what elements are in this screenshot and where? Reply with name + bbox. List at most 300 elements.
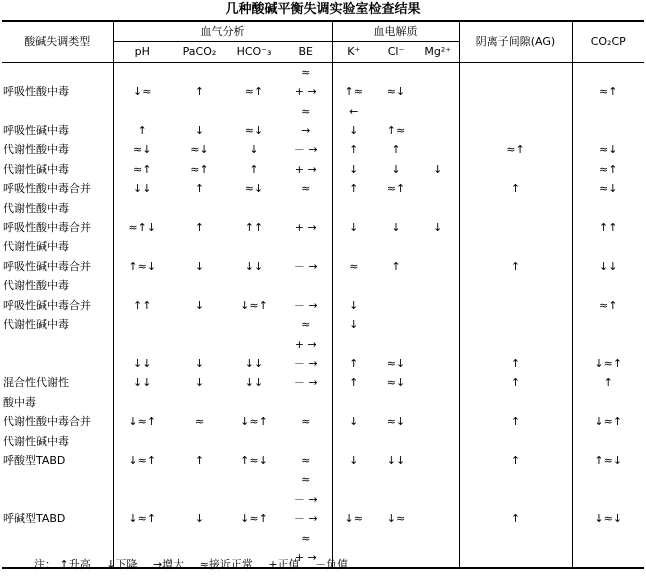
row-type-cell xyxy=(2,470,113,489)
value-cell xyxy=(113,393,171,412)
value-cell: ↑ xyxy=(391,143,401,157)
header-k: K⁺ xyxy=(332,42,375,62)
value-cell xyxy=(228,315,280,334)
value-cell: ↑↑ xyxy=(572,218,644,237)
value-cell xyxy=(113,199,171,218)
value-cell xyxy=(228,276,280,295)
value-cell xyxy=(459,82,572,101)
value-cell xyxy=(332,199,375,218)
value-cell xyxy=(417,82,459,101)
table-row xyxy=(2,373,644,392)
value-cell: ↓≈ xyxy=(113,82,171,101)
value-cell xyxy=(375,529,417,548)
value-cell: ↑ xyxy=(332,140,375,159)
value-cell: ↓≈↑ xyxy=(572,354,644,373)
value-cell: ↑ xyxy=(459,451,572,470)
table-row xyxy=(2,393,644,412)
value-cell xyxy=(459,237,572,256)
value-cell xyxy=(332,62,375,82)
value-cell: ≈↓ xyxy=(386,415,406,429)
header-hco3: HCO⁻₃ xyxy=(228,42,280,62)
value-cell xyxy=(332,432,375,451)
value-cell: ↑≈ xyxy=(332,82,375,101)
row-type-cell: 呼吸性碱中毒合并 xyxy=(3,298,91,312)
table-row xyxy=(2,315,644,334)
value-cell xyxy=(228,393,280,412)
value-cell xyxy=(417,62,459,82)
value-cell xyxy=(280,393,332,412)
value-cell: ≈↓ xyxy=(386,356,406,370)
value-cell: － → xyxy=(293,143,318,157)
value-cell: ↑ xyxy=(249,162,259,176)
table-row xyxy=(2,490,644,509)
header-blood-gas: 血气分析 xyxy=(113,21,332,42)
value-cell: ↑↑ xyxy=(244,221,264,235)
value-cell xyxy=(113,335,171,354)
value-cell xyxy=(171,529,228,548)
value-cell: ↓↓ xyxy=(244,356,264,370)
value-cell xyxy=(171,335,228,354)
table-row xyxy=(2,62,644,82)
legend-item: +正值 xyxy=(268,558,300,571)
value-cell xyxy=(332,276,375,295)
value-cell: － → xyxy=(293,356,318,370)
value-cell: ≈↓ xyxy=(244,124,264,138)
value-cell xyxy=(375,237,417,256)
value-cell xyxy=(459,490,572,509)
value-cell: ≈ xyxy=(301,473,311,487)
value-cell: － → xyxy=(293,492,318,506)
value-cell xyxy=(459,102,572,121)
value-cell xyxy=(459,121,572,140)
value-cell xyxy=(228,335,280,354)
value-cell xyxy=(572,237,644,256)
value-cell: ≈↓ xyxy=(244,182,264,196)
value-cell xyxy=(417,490,459,509)
value-cell: － → xyxy=(293,512,318,526)
value-cell xyxy=(171,470,228,489)
value-cell xyxy=(171,62,228,82)
value-cell xyxy=(572,199,644,218)
value-cell: ↓ xyxy=(391,162,401,176)
value-cell: ≈↓ xyxy=(386,85,406,99)
value-cell: ↑ xyxy=(194,453,205,467)
header-co2cp: CO₂CP xyxy=(572,21,644,62)
table-row xyxy=(2,529,644,548)
value-cell: ↓↓ xyxy=(386,453,406,467)
value-cell: + → xyxy=(280,548,332,568)
value-cell xyxy=(113,432,171,451)
value-cell xyxy=(572,315,644,334)
value-cell xyxy=(332,335,375,354)
value-cell xyxy=(113,237,171,256)
value-cell xyxy=(459,393,572,412)
table-row xyxy=(2,218,644,237)
header-be: BE xyxy=(280,42,332,62)
value-cell: ↓ xyxy=(332,315,375,334)
value-cell: ↓ xyxy=(332,412,375,431)
value-cell xyxy=(417,354,459,373)
value-cell: ↓≈↑ xyxy=(240,298,268,312)
value-cell xyxy=(572,470,644,489)
value-cell xyxy=(280,276,332,295)
value-cell: ≈↑ xyxy=(190,162,209,176)
table-row xyxy=(2,237,644,256)
value-cell: ≈ xyxy=(194,415,205,429)
value-cell xyxy=(113,490,171,509)
value-cell xyxy=(417,451,459,470)
row-type-cell: 代谢性碱中毒 xyxy=(3,434,69,448)
value-cell xyxy=(417,509,459,528)
value-cell: + → xyxy=(294,162,317,176)
value-cell xyxy=(459,335,572,354)
value-cell: ↑ xyxy=(459,412,572,431)
value-cell xyxy=(459,529,572,548)
table-row xyxy=(2,470,644,489)
value-cell xyxy=(417,296,459,315)
value-cell: ≈↑ xyxy=(572,160,644,179)
value-cell xyxy=(459,315,572,334)
header-mg: Mg²⁺ xyxy=(417,42,459,62)
row-type-cell xyxy=(2,102,113,121)
value-cell xyxy=(375,102,417,121)
legend-item: ≈接近正常 xyxy=(199,558,253,571)
value-cell: ≈↓ xyxy=(572,179,644,198)
value-cell: ↓≈↑ xyxy=(240,512,268,526)
value-cell: ↓ xyxy=(194,512,205,526)
value-cell xyxy=(572,62,644,82)
value-cell xyxy=(375,315,417,334)
value-cell xyxy=(572,529,644,548)
value-cell: ↑ xyxy=(459,257,572,276)
value-cell: ≈↑ xyxy=(244,85,264,99)
value-cell xyxy=(375,393,417,412)
row-type-cell xyxy=(2,529,113,548)
value-cell xyxy=(459,296,572,315)
header-electrolyte: 血电解质 xyxy=(332,21,459,42)
value-cell xyxy=(572,393,644,412)
value-cell: ≈↑ xyxy=(572,82,644,101)
value-cell xyxy=(113,102,171,121)
value-cell xyxy=(228,102,280,121)
value-cell xyxy=(113,62,171,82)
value-cell: ≈ xyxy=(301,415,311,429)
value-cell: ≈↓ xyxy=(190,143,209,157)
value-cell xyxy=(228,432,280,451)
value-cell: ↓ xyxy=(433,221,443,235)
row-type-cell: 呼吸性碱中毒 xyxy=(3,124,69,138)
row-type-cell: 呼吸性碱中毒合并 xyxy=(3,259,91,273)
table-row xyxy=(2,199,644,218)
legend-item: ↑升高 xyxy=(59,558,91,571)
value-cell xyxy=(417,140,459,159)
value-cell xyxy=(228,199,280,218)
value-cell xyxy=(417,237,459,256)
value-cell xyxy=(375,432,417,451)
value-cell xyxy=(171,102,228,121)
value-cell xyxy=(228,470,280,489)
value-cell xyxy=(572,490,644,509)
value-cell xyxy=(375,199,417,218)
value-cell: ↑ xyxy=(332,373,375,392)
value-cell: + → xyxy=(294,221,317,235)
value-cell xyxy=(459,470,572,489)
header-anion-gap: 阴离子间隙(AG) xyxy=(459,21,572,62)
legend-item: →增大 xyxy=(152,558,185,571)
value-cell: ↓ xyxy=(194,298,205,312)
value-cell: ≈↑ xyxy=(459,140,572,159)
value-cell: ↑ xyxy=(194,182,205,196)
value-cell xyxy=(417,276,459,295)
value-cell xyxy=(171,490,228,509)
value-cell: ↓≈↑ xyxy=(113,451,171,470)
row-type-cell xyxy=(2,335,113,354)
value-cell: ↓ xyxy=(433,162,443,176)
value-cell: ↑ xyxy=(459,354,572,373)
value-cell xyxy=(171,393,228,412)
value-cell: ↓ xyxy=(391,221,401,235)
value-cell xyxy=(171,276,228,295)
value-cell: ↓ xyxy=(332,296,375,315)
value-cell: ↑ xyxy=(459,509,572,528)
row-type-cell xyxy=(2,490,113,509)
value-cell xyxy=(417,412,459,431)
value-cell: ≈ xyxy=(301,65,311,79)
value-cell: → xyxy=(301,124,311,138)
value-cell xyxy=(417,373,459,392)
value-cell: ↓↓ xyxy=(113,179,171,198)
value-cell: ↓≈ xyxy=(386,512,406,526)
legend-item: ↓下降 xyxy=(106,558,138,571)
header-cl: Cl⁻ xyxy=(375,42,417,62)
value-cell: ↑ xyxy=(572,373,644,392)
value-cell: ≈↑ xyxy=(572,296,644,315)
header-type: 酸碱失调类型 xyxy=(2,21,113,62)
value-cell: ↑≈ xyxy=(386,124,406,138)
value-cell xyxy=(459,432,572,451)
value-cell: ↓ xyxy=(332,451,375,470)
table-row xyxy=(2,412,644,431)
value-cell xyxy=(332,490,375,509)
header-paco2: PaCO₂ xyxy=(171,42,228,62)
value-cell xyxy=(417,529,459,548)
table-row xyxy=(2,354,644,373)
value-cell xyxy=(375,470,417,489)
value-cell: ≈↓ xyxy=(113,140,171,159)
value-cell xyxy=(417,199,459,218)
value-cell: ↓≈↑ xyxy=(113,412,171,431)
value-cell: ≈↑ xyxy=(386,182,406,196)
value-cell: ↓≈↑ xyxy=(240,415,268,429)
row-type-cell: 代谢性碱中毒 xyxy=(3,162,69,176)
row-type-cell: 呼碱型TABD xyxy=(3,512,66,526)
row-type-cell: 呼吸性酸中毒合并 xyxy=(3,221,91,235)
value-cell: ↓↓ xyxy=(244,259,264,273)
value-cell: ≈ xyxy=(301,182,311,196)
header-row-1 xyxy=(2,21,644,42)
value-cell xyxy=(417,393,459,412)
value-cell: ↓ xyxy=(194,356,205,370)
header-ph: pH xyxy=(113,42,171,62)
value-cell xyxy=(228,490,280,509)
value-cell xyxy=(459,199,572,218)
value-cell: ↓ xyxy=(332,160,375,179)
value-cell: ↓ xyxy=(332,121,375,140)
row-type-cell: 呼酸型TABD xyxy=(3,453,66,467)
value-cell: ↓≈↓ xyxy=(572,509,644,528)
value-cell xyxy=(417,335,459,354)
table-row xyxy=(2,102,644,121)
value-cell: ↓ xyxy=(332,218,375,237)
row-type-cell xyxy=(2,354,113,373)
value-cell xyxy=(459,276,572,295)
table-row xyxy=(2,160,644,179)
value-cell xyxy=(375,62,417,82)
row-type-cell: 代谢性酸中毒合并 xyxy=(3,415,91,429)
value-cell xyxy=(417,470,459,489)
value-cell xyxy=(417,257,459,276)
value-cell xyxy=(375,335,417,354)
value-cell xyxy=(280,432,332,451)
value-cell: + → xyxy=(294,85,317,99)
value-cell: ↓↓ xyxy=(244,376,264,390)
value-cell: ↑≈↓ xyxy=(572,451,644,470)
value-cell xyxy=(417,432,459,451)
value-cell: ≈ xyxy=(301,453,311,467)
value-cell: ↑ xyxy=(459,373,572,392)
value-cell: － → xyxy=(293,259,318,273)
value-cell xyxy=(332,237,375,256)
value-cell: － → xyxy=(293,376,318,390)
value-cell: ↓↓ xyxy=(113,354,171,373)
value-cell: ≈↑↓ xyxy=(113,218,171,237)
value-cell: ↓ xyxy=(194,376,205,390)
table-row xyxy=(2,296,644,315)
table-row xyxy=(2,276,644,295)
value-cell: ← xyxy=(332,102,375,121)
value-cell: ≈ xyxy=(301,531,311,545)
value-cell xyxy=(375,296,417,315)
value-cell xyxy=(417,315,459,334)
row-type-cell: 酸中毒 xyxy=(3,395,36,409)
value-cell: ↑↑ xyxy=(113,296,171,315)
legend-item: －负值 xyxy=(315,558,349,571)
value-cell: ↓↓ xyxy=(113,373,171,392)
value-cell xyxy=(113,529,171,548)
row-type-cell: 呼吸性酸中毒合并 xyxy=(3,182,91,196)
value-cell xyxy=(280,199,332,218)
value-cell: ↓ xyxy=(249,143,259,157)
value-cell xyxy=(113,315,171,334)
table-row xyxy=(2,82,644,101)
value-cell: + → xyxy=(294,337,317,351)
value-cell: ↓≈ xyxy=(332,509,375,528)
value-cell xyxy=(417,121,459,140)
table-row xyxy=(2,432,644,451)
value-cell: ↑ xyxy=(459,179,572,198)
table-row xyxy=(2,451,644,470)
value-cell xyxy=(228,62,280,82)
value-cell xyxy=(171,432,228,451)
value-cell xyxy=(171,315,228,334)
value-cell xyxy=(572,121,644,140)
value-cell xyxy=(459,160,572,179)
value-cell: ≈ xyxy=(301,318,311,332)
value-cell: ↑ xyxy=(113,121,171,140)
value-cell xyxy=(332,393,375,412)
legend-prefix: 注： xyxy=(34,558,56,571)
value-cell: ↑≈↓ xyxy=(113,257,171,276)
value-cell xyxy=(280,237,332,256)
row-type-cell: 代谢性碱中毒 xyxy=(3,318,69,332)
value-cell xyxy=(113,470,171,489)
value-cell: ≈ xyxy=(301,104,311,118)
table-body xyxy=(2,62,644,568)
value-cell xyxy=(572,276,644,295)
row-type-cell: 代谢性酸中毒 xyxy=(3,201,69,215)
value-cell xyxy=(228,237,280,256)
value-cell xyxy=(332,470,375,489)
value-cell xyxy=(572,335,644,354)
value-cell: ↑≈↓ xyxy=(240,453,268,467)
value-cell xyxy=(572,432,644,451)
value-cell xyxy=(113,276,171,295)
table-title: 几种酸碱平衡失调实验室检查结果 xyxy=(225,2,421,17)
value-cell: ↓ xyxy=(194,124,205,138)
value-cell: － → xyxy=(293,298,318,312)
legend-note xyxy=(0,557,646,573)
table-row xyxy=(2,257,644,276)
value-cell: ↓↓ xyxy=(572,257,644,276)
row-type-cell: 代谢性酸中毒 xyxy=(3,279,69,293)
value-cell: ≈↑ xyxy=(113,160,171,179)
value-cell xyxy=(375,276,417,295)
row-type-cell: 混合性代谢性 xyxy=(3,376,69,390)
value-cell xyxy=(459,218,572,237)
value-cell xyxy=(228,529,280,548)
value-cell: ↑ xyxy=(194,221,205,235)
row-type-cell: 代谢性碱中毒 xyxy=(3,240,69,254)
value-cell xyxy=(417,179,459,198)
value-cell: ≈↓ xyxy=(386,376,406,390)
row-type-cell xyxy=(2,62,113,82)
value-cell xyxy=(459,62,572,82)
row-type-cell: 代谢性酸中毒 xyxy=(3,143,69,157)
value-cell xyxy=(332,529,375,548)
value-cell xyxy=(171,237,228,256)
value-cell: ≈ xyxy=(332,257,375,276)
value-cell: ↑ xyxy=(332,179,375,198)
table-row xyxy=(2,509,644,528)
table-row xyxy=(2,121,644,140)
value-cell: ≈↓ xyxy=(572,140,644,159)
table-row xyxy=(2,140,644,159)
table-row xyxy=(2,179,644,198)
value-cell xyxy=(417,102,459,121)
value-cell: ↑ xyxy=(194,85,205,99)
row-type-cell: 呼吸性酸中毒 xyxy=(3,85,69,99)
value-cell: ↑ xyxy=(332,354,375,373)
value-cell: ↓ xyxy=(194,259,205,273)
value-cell xyxy=(572,102,644,121)
value-cell: ↓≈↑ xyxy=(572,412,644,431)
acid-base-results-table xyxy=(2,20,644,569)
value-cell: ↑ xyxy=(391,259,401,273)
table-row xyxy=(2,335,644,354)
value-cell xyxy=(375,490,417,509)
value-cell: ↓≈↑ xyxy=(113,509,171,528)
value-cell xyxy=(171,199,228,218)
